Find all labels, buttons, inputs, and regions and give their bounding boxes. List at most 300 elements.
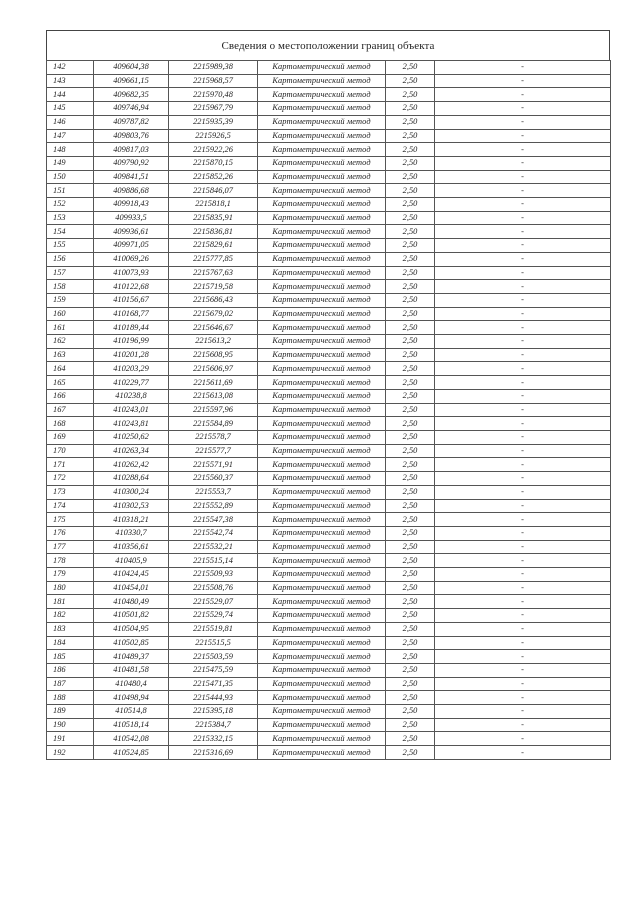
table-row	[47, 74, 611, 88]
table-row	[47, 650, 611, 664]
accuracy-cell: 2,50	[386, 88, 435, 102]
y-coordinate-cell: 2215519,81	[169, 622, 258, 636]
y-coordinate-cell: 2215515,5	[169, 636, 258, 650]
point-number-cell: 173	[47, 485, 94, 499]
point-number-cell: 190	[47, 718, 94, 732]
point-number-cell: 170	[47, 444, 94, 458]
method-cell: Картометрический метод	[258, 321, 386, 335]
method-cell: Картометрический метод	[258, 61, 386, 75]
accuracy-cell: 2,50	[386, 430, 435, 444]
table-row	[47, 321, 611, 335]
table-row	[47, 376, 611, 390]
point-number-cell: 181	[47, 595, 94, 609]
y-coordinate-cell: 2215835,91	[169, 211, 258, 225]
coordinates-table	[46, 60, 611, 760]
table-title: Сведения о местоположении границ объекта	[46, 30, 610, 60]
table-row	[47, 499, 611, 513]
description-cell: -	[435, 129, 611, 143]
point-number-cell: 189	[47, 705, 94, 719]
table-row	[47, 526, 611, 540]
table-row	[47, 115, 611, 129]
y-coordinate-cell: 2215503,59	[169, 650, 258, 664]
point-number-cell: 160	[47, 307, 94, 321]
method-cell: Картометрический метод	[258, 403, 386, 417]
method-cell: Картометрический метод	[258, 472, 386, 486]
method-cell: Картометрический метод	[258, 595, 386, 609]
y-coordinate-cell: 2215471,35	[169, 677, 258, 691]
accuracy-cell: 2,50	[386, 74, 435, 88]
accuracy-cell: 2,50	[386, 239, 435, 253]
accuracy-cell: 2,50	[386, 691, 435, 705]
x-coordinate-cell: 410480,4	[94, 677, 169, 691]
point-number-cell: 161	[47, 321, 94, 335]
table-row	[47, 335, 611, 349]
table-row	[47, 718, 611, 732]
method-cell: Картометрический метод	[258, 266, 386, 280]
accuracy-cell: 2,50	[386, 362, 435, 376]
table-row	[47, 129, 611, 143]
point-number-cell: 164	[47, 362, 94, 376]
table-row	[47, 239, 611, 253]
x-coordinate-cell: 410243,81	[94, 417, 169, 431]
accuracy-cell: 2,50	[386, 129, 435, 143]
method-cell: Картометрический метод	[258, 718, 386, 732]
table-row	[47, 595, 611, 609]
table-row	[47, 705, 611, 719]
method-cell: Картометрический метод	[258, 211, 386, 225]
x-coordinate-cell: 410502,85	[94, 636, 169, 650]
method-cell: Картометрический метод	[258, 609, 386, 623]
description-cell: -	[435, 184, 611, 198]
method-cell: Картометрический метод	[258, 170, 386, 184]
x-coordinate-cell: 409661,15	[94, 74, 169, 88]
x-coordinate-cell: 410542,08	[94, 732, 169, 746]
accuracy-cell: 2,50	[386, 321, 435, 335]
accuracy-cell: 2,50	[386, 636, 435, 650]
point-number-cell: 157	[47, 266, 94, 280]
method-cell: Картометрический метод	[258, 115, 386, 129]
point-number-cell: 168	[47, 417, 94, 431]
description-cell: -	[435, 88, 611, 102]
description-cell: -	[435, 307, 611, 321]
accuracy-cell: 2,50	[386, 417, 435, 431]
point-number-cell: 191	[47, 732, 94, 746]
method-cell: Картометрический метод	[258, 389, 386, 403]
accuracy-cell: 2,50	[386, 211, 435, 225]
accuracy-cell: 2,50	[386, 609, 435, 623]
y-coordinate-cell: 2215989,38	[169, 61, 258, 75]
table-row	[47, 88, 611, 102]
point-number-cell: 162	[47, 335, 94, 349]
description-cell: -	[435, 705, 611, 719]
x-coordinate-cell: 409971,05	[94, 239, 169, 253]
description-cell: -	[435, 211, 611, 225]
x-coordinate-cell: 410501,82	[94, 609, 169, 623]
table-row	[47, 677, 611, 691]
point-number-cell: 182	[47, 609, 94, 623]
x-coordinate-cell: 410481,58	[94, 663, 169, 677]
point-number-cell: 159	[47, 293, 94, 307]
accuracy-cell: 2,50	[386, 581, 435, 595]
description-cell: -	[435, 568, 611, 582]
method-cell: Картометрический метод	[258, 280, 386, 294]
y-coordinate-cell: 2215384,7	[169, 718, 258, 732]
point-number-cell: 177	[47, 540, 94, 554]
method-cell: Картометрический метод	[258, 74, 386, 88]
point-number-cell: 163	[47, 348, 94, 362]
point-number-cell: 155	[47, 239, 94, 253]
point-number-cell: 169	[47, 430, 94, 444]
description-cell: -	[435, 746, 611, 760]
accuracy-cell: 2,50	[386, 677, 435, 691]
y-coordinate-cell: 2215818,1	[169, 198, 258, 212]
method-cell: Картометрический метод	[258, 650, 386, 664]
accuracy-cell: 2,50	[386, 526, 435, 540]
method-cell: Картометрический метод	[258, 102, 386, 116]
accuracy-cell: 2,50	[386, 444, 435, 458]
point-number-cell: 185	[47, 650, 94, 664]
y-coordinate-cell: 2215515,14	[169, 554, 258, 568]
x-coordinate-cell: 410300,24	[94, 485, 169, 499]
accuracy-cell: 2,50	[386, 198, 435, 212]
accuracy-cell: 2,50	[386, 115, 435, 129]
y-coordinate-cell: 2215613,08	[169, 389, 258, 403]
method-cell: Картометрический метод	[258, 417, 386, 431]
description-cell: -	[435, 252, 611, 266]
x-coordinate-cell: 410262,42	[94, 458, 169, 472]
x-coordinate-cell: 409936,61	[94, 225, 169, 239]
description-cell: -	[435, 362, 611, 376]
table-row	[47, 417, 611, 431]
y-coordinate-cell: 2215444,93	[169, 691, 258, 705]
y-coordinate-cell: 2215529,74	[169, 609, 258, 623]
y-coordinate-cell: 2215926,5	[169, 129, 258, 143]
y-coordinate-cell: 2215560,37	[169, 472, 258, 486]
description-cell: -	[435, 430, 611, 444]
x-coordinate-cell: 410330,7	[94, 526, 169, 540]
accuracy-cell: 2,50	[386, 595, 435, 609]
y-coordinate-cell: 2215967,79	[169, 102, 258, 116]
description-cell: -	[435, 225, 611, 239]
accuracy-cell: 2,50	[386, 568, 435, 582]
y-coordinate-cell: 2215777,85	[169, 252, 258, 266]
x-coordinate-cell: 410318,21	[94, 513, 169, 527]
table-row	[47, 444, 611, 458]
method-cell: Картометрический метод	[258, 554, 386, 568]
point-number-cell: 152	[47, 198, 94, 212]
method-cell: Картометрический метод	[258, 705, 386, 719]
y-coordinate-cell: 2215577,7	[169, 444, 258, 458]
description-cell: -	[435, 526, 611, 540]
method-cell: Картометрический метод	[258, 376, 386, 390]
description-cell: -	[435, 156, 611, 170]
accuracy-cell: 2,50	[386, 252, 435, 266]
x-coordinate-cell: 409817,03	[94, 143, 169, 157]
accuracy-cell: 2,50	[386, 472, 435, 486]
accuracy-cell: 2,50	[386, 376, 435, 390]
accuracy-cell: 2,50	[386, 143, 435, 157]
accuracy-cell: 2,50	[386, 307, 435, 321]
description-cell: -	[435, 198, 611, 212]
y-coordinate-cell: 2215922,26	[169, 143, 258, 157]
point-number-cell: 187	[47, 677, 94, 691]
accuracy-cell: 2,50	[386, 266, 435, 280]
method-cell: Картометрический метод	[258, 540, 386, 554]
y-coordinate-cell: 2215584,89	[169, 417, 258, 431]
description-cell: -	[435, 554, 611, 568]
x-coordinate-cell: 410454,01	[94, 581, 169, 595]
table-row	[47, 609, 611, 623]
point-number-cell: 156	[47, 252, 94, 266]
boundary-document	[46, 30, 610, 760]
description-cell: -	[435, 389, 611, 403]
method-cell: Картометрический метод	[258, 143, 386, 157]
description-cell: -	[435, 321, 611, 335]
x-coordinate-cell: 410122,68	[94, 280, 169, 294]
y-coordinate-cell: 2215767,63	[169, 266, 258, 280]
accuracy-cell: 2,50	[386, 184, 435, 198]
x-coordinate-cell: 409933,5	[94, 211, 169, 225]
accuracy-cell: 2,50	[386, 280, 435, 294]
method-cell: Картометрический метод	[258, 252, 386, 266]
y-coordinate-cell: 2215532,21	[169, 540, 258, 554]
description-cell: -	[435, 622, 611, 636]
x-coordinate-cell: 410196,99	[94, 335, 169, 349]
x-coordinate-cell: 410356,61	[94, 540, 169, 554]
accuracy-cell: 2,50	[386, 718, 435, 732]
point-number-cell: 147	[47, 129, 94, 143]
description-cell: -	[435, 143, 611, 157]
method-cell: Картометрический метод	[258, 663, 386, 677]
table-row	[47, 143, 611, 157]
description-cell: -	[435, 540, 611, 554]
accuracy-cell: 2,50	[386, 389, 435, 403]
x-coordinate-cell: 410424,45	[94, 568, 169, 582]
table-row	[47, 211, 611, 225]
method-cell: Картометрический метод	[258, 746, 386, 760]
method-cell: Картометрический метод	[258, 430, 386, 444]
accuracy-cell: 2,50	[386, 732, 435, 746]
x-coordinate-cell: 409682,35	[94, 88, 169, 102]
y-coordinate-cell: 2215332,15	[169, 732, 258, 746]
table-row	[47, 568, 611, 582]
point-number-cell: 166	[47, 389, 94, 403]
x-coordinate-cell: 410203,29	[94, 362, 169, 376]
table-row	[47, 485, 611, 499]
table-row	[47, 691, 611, 705]
y-coordinate-cell: 2215606,97	[169, 362, 258, 376]
x-coordinate-cell: 410498,94	[94, 691, 169, 705]
point-number-cell: 149	[47, 156, 94, 170]
table-row	[47, 266, 611, 280]
description-cell: -	[435, 280, 611, 294]
y-coordinate-cell: 2215679,02	[169, 307, 258, 321]
x-coordinate-cell: 409790,92	[94, 156, 169, 170]
method-cell: Картометрический метод	[258, 239, 386, 253]
accuracy-cell: 2,50	[386, 61, 435, 75]
description-cell: -	[435, 61, 611, 75]
y-coordinate-cell: 2215870,15	[169, 156, 258, 170]
point-number-cell: 179	[47, 568, 94, 582]
description-cell: -	[435, 718, 611, 732]
method-cell: Картометрический метод	[258, 293, 386, 307]
table-row	[47, 513, 611, 527]
accuracy-cell: 2,50	[386, 156, 435, 170]
method-cell: Картометрический метод	[258, 335, 386, 349]
accuracy-cell: 2,50	[386, 335, 435, 349]
table-row	[47, 663, 611, 677]
point-number-cell: 184	[47, 636, 94, 650]
table-row	[47, 225, 611, 239]
table-row	[47, 102, 611, 116]
y-coordinate-cell: 2215846,07	[169, 184, 258, 198]
method-cell: Картометрический метод	[258, 198, 386, 212]
y-coordinate-cell: 2215509,93	[169, 568, 258, 582]
point-number-cell: 180	[47, 581, 94, 595]
point-number-cell: 148	[47, 143, 94, 157]
description-cell: -	[435, 513, 611, 527]
table-row	[47, 458, 611, 472]
description-cell: -	[435, 115, 611, 129]
table-row	[47, 184, 611, 198]
point-number-cell: 146	[47, 115, 94, 129]
method-cell: Картометрический метод	[258, 691, 386, 705]
point-number-cell: 143	[47, 74, 94, 88]
method-cell: Картометрический метод	[258, 499, 386, 513]
accuracy-cell: 2,50	[386, 102, 435, 116]
y-coordinate-cell: 2215529,07	[169, 595, 258, 609]
x-coordinate-cell: 410480,49	[94, 595, 169, 609]
accuracy-cell: 2,50	[386, 554, 435, 568]
description-cell: -	[435, 609, 611, 623]
y-coordinate-cell: 2215578,7	[169, 430, 258, 444]
x-coordinate-cell: 410069,26	[94, 252, 169, 266]
method-cell: Картометрический метод	[258, 485, 386, 499]
method-cell: Картометрический метод	[258, 348, 386, 362]
accuracy-cell: 2,50	[386, 403, 435, 417]
table-row	[47, 307, 611, 321]
x-coordinate-cell: 410263,34	[94, 444, 169, 458]
y-coordinate-cell: 2215553,7	[169, 485, 258, 499]
x-coordinate-cell: 410405,9	[94, 554, 169, 568]
y-coordinate-cell: 2215608,95	[169, 348, 258, 362]
point-number-cell: 172	[47, 472, 94, 486]
table-row	[47, 389, 611, 403]
description-cell: -	[435, 102, 611, 116]
x-coordinate-cell: 410504,95	[94, 622, 169, 636]
description-cell: -	[435, 581, 611, 595]
accuracy-cell: 2,50	[386, 293, 435, 307]
method-cell: Картометрический метод	[258, 156, 386, 170]
description-cell: -	[435, 485, 611, 499]
accuracy-cell: 2,50	[386, 458, 435, 472]
accuracy-cell: 2,50	[386, 746, 435, 760]
point-number-cell: 178	[47, 554, 94, 568]
y-coordinate-cell: 2215719,58	[169, 280, 258, 294]
x-coordinate-cell: 409841,51	[94, 170, 169, 184]
description-cell: -	[435, 458, 611, 472]
x-coordinate-cell: 410073,93	[94, 266, 169, 280]
table-row	[47, 348, 611, 362]
y-coordinate-cell: 2215968,57	[169, 74, 258, 88]
accuracy-cell: 2,50	[386, 225, 435, 239]
table-row	[47, 540, 611, 554]
y-coordinate-cell: 2215475,59	[169, 663, 258, 677]
accuracy-cell: 2,50	[386, 170, 435, 184]
x-coordinate-cell: 409918,43	[94, 198, 169, 212]
x-coordinate-cell: 410250,62	[94, 430, 169, 444]
x-coordinate-cell: 410168,77	[94, 307, 169, 321]
y-coordinate-cell: 2215646,67	[169, 321, 258, 335]
table-row	[47, 636, 611, 650]
description-cell: -	[435, 293, 611, 307]
description-cell: -	[435, 266, 611, 280]
table-row	[47, 61, 611, 75]
y-coordinate-cell: 2215597,96	[169, 403, 258, 417]
method-cell: Картометрический метод	[258, 444, 386, 458]
accuracy-cell: 2,50	[386, 540, 435, 554]
method-cell: Картометрический метод	[258, 225, 386, 239]
table-row	[47, 472, 611, 486]
description-cell: -	[435, 636, 611, 650]
method-cell: Картометрический метод	[258, 88, 386, 102]
x-coordinate-cell: 410288,64	[94, 472, 169, 486]
x-coordinate-cell: 410201,28	[94, 348, 169, 362]
point-number-cell: 153	[47, 211, 94, 225]
x-coordinate-cell: 410238,8	[94, 389, 169, 403]
description-cell: -	[435, 170, 611, 184]
table-row	[47, 622, 611, 636]
x-coordinate-cell: 410489,37	[94, 650, 169, 664]
description-cell: -	[435, 348, 611, 362]
y-coordinate-cell: 2215836,81	[169, 225, 258, 239]
x-coordinate-cell: 410156,67	[94, 293, 169, 307]
y-coordinate-cell: 2215829,61	[169, 239, 258, 253]
point-number-cell: 171	[47, 458, 94, 472]
description-cell: -	[435, 335, 611, 349]
method-cell: Картометрический метод	[258, 458, 386, 472]
method-cell: Картометрический метод	[258, 581, 386, 595]
point-number-cell: 186	[47, 663, 94, 677]
x-coordinate-cell: 409803,76	[94, 129, 169, 143]
description-cell: -	[435, 499, 611, 513]
table-row	[47, 403, 611, 417]
x-coordinate-cell: 410302,53	[94, 499, 169, 513]
method-cell: Картометрический метод	[258, 362, 386, 376]
method-cell: Картометрический метод	[258, 636, 386, 650]
point-number-cell: 142	[47, 61, 94, 75]
x-coordinate-cell: 410243,01	[94, 403, 169, 417]
point-number-cell: 176	[47, 526, 94, 540]
point-number-cell: 165	[47, 376, 94, 390]
description-cell: -	[435, 239, 611, 253]
y-coordinate-cell: 2215316,69	[169, 746, 258, 760]
accuracy-cell: 2,50	[386, 485, 435, 499]
table-row	[47, 156, 611, 170]
accuracy-cell: 2,50	[386, 499, 435, 513]
point-number-cell: 144	[47, 88, 94, 102]
description-cell: -	[435, 472, 611, 486]
accuracy-cell: 2,50	[386, 650, 435, 664]
table-row	[47, 362, 611, 376]
description-cell: -	[435, 595, 611, 609]
x-coordinate-cell: 409787,82	[94, 115, 169, 129]
table-row	[47, 198, 611, 212]
description-cell: -	[435, 677, 611, 691]
method-cell: Картометрический метод	[258, 513, 386, 527]
x-coordinate-cell: 409886,68	[94, 184, 169, 198]
description-cell: -	[435, 732, 611, 746]
